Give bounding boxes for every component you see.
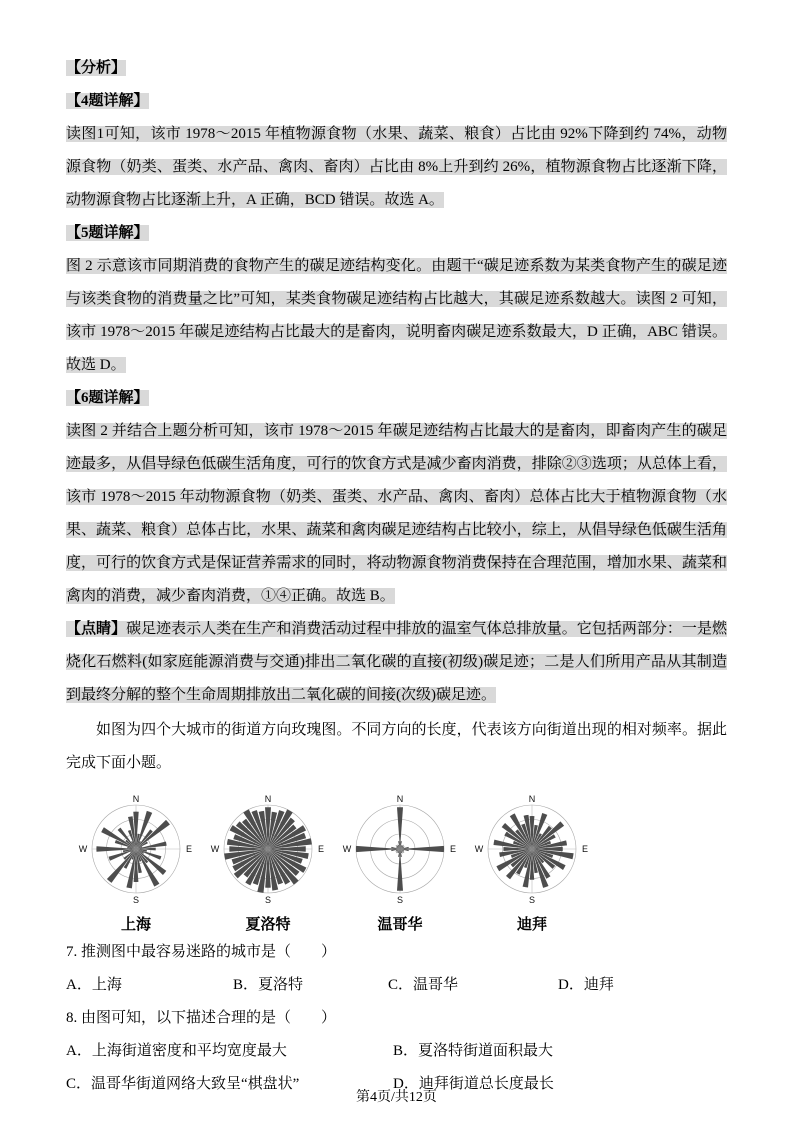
question-8-stem: 8. 由图可知，以下描述合理的是（ ）: [66, 1010, 337, 1026]
rose-dubai: [466, 794, 598, 934]
passage-intro: 如图为四个大城市的街道方向玫瑰图。不同方向的长度，代表该方向街道出现的相对频率。据此完成下面小题。: [66, 722, 727, 771]
svg-text:E: E: [449, 844, 457, 854]
svg-text:S: S: [528, 895, 536, 905]
q8-option-b: B．夏洛特街道面积最大: [393, 1043, 554, 1059]
svg-text:E: E: [185, 844, 193, 854]
svg-text:E: E: [317, 844, 325, 854]
question-7-options: [66, 969, 727, 1002]
q8-option-d: D．迪拜街道总长度最长: [393, 1076, 554, 1092]
q5-explain-body: 图 2 示意该市同期消费的食物产生的碳足迹结构变化。由题干“碳足迹系数为某类食物产生的碳足迹与该类食物的消费量之比”可知，某类食物碳足迹结构占比越大，其碳足迹系数越大。读图 2 可知，该市 1978～2015 年碳足迹结构占比最大的是畜肉，说明畜肉碳足迹系数最大，D 正确，ABC 错误。故选 D。: [66, 258, 727, 373]
analysis-header: [66, 52, 727, 85]
rose-figure: [70, 794, 727, 934]
question-7-stem: 7. 推测图中最容易迷路的城市是（ ）: [66, 944, 337, 960]
svg-text:N: N: [528, 794, 536, 804]
svg-text:W: W: [342, 844, 352, 854]
rose-chart-shanghai: [74, 794, 198, 911]
dianjing-paragraph: [66, 613, 727, 712]
svg-text:W: W: [78, 844, 88, 854]
rose-chart-dubai: [470, 794, 594, 911]
q6-explain-header: 【6题详解】: [66, 390, 149, 406]
rose-charlotte: [202, 794, 334, 934]
rose-label-vancouver: 温哥华: [377, 917, 423, 933]
question-8-options-row1: [66, 1035, 727, 1068]
dianjing-header: 【点睛】: [66, 621, 127, 637]
svg-text:N: N: [132, 794, 140, 804]
q7-option-d: D．迪拜: [558, 977, 614, 993]
rose-label-charlotte: 夏洛特: [245, 917, 291, 933]
dianjing-body: 碳足迹表示人类在生产和消费活动过程中排放的温室气体总排放量。它包括两部分：一是燃烧化石燃料(如家庭能源消费与交通)排出二氧化碳的直接(初级)碳足迹；二是人们所用产品从其制造到最终分解的整个生命周期排放出二氧化碳的间接(次级)碳足迹。: [66, 621, 727, 703]
svg-text:S: S: [132, 895, 140, 905]
q7-option-b: B．夏洛特: [233, 977, 304, 993]
rose-shanghai: [70, 794, 202, 934]
q5-explain-header: 【5题详解】: [66, 225, 149, 241]
page-number-footer: 第4页/共12页: [356, 1090, 437, 1105]
rose-label-dubai: 迪拜: [516, 917, 547, 933]
rose-chart-charlotte: [206, 794, 330, 911]
svg-text:E: E: [581, 844, 589, 854]
svg-text:N: N: [396, 794, 404, 804]
q7-option-a: A．上海: [66, 977, 122, 993]
q7-option-c: C．温哥华: [388, 977, 459, 993]
q8-option-a: A．上海街道密度和平均宽度最大: [66, 1043, 287, 1059]
rose-label-shanghai: 上海: [120, 917, 151, 933]
svg-text:S: S: [396, 895, 404, 905]
svg-text:W: W: [474, 844, 484, 854]
svg-text:W: W: [210, 844, 220, 854]
svg-text:S: S: [264, 895, 272, 905]
q6-explain-body: 读图 2 并结合上题分析可知，该市 1978～2015 年碳足迹结构占比最大的是畜肉，即畜肉产生的碳足迹最多，从倡导绿色低碳生活角度，可行的饮食方式是减少畜肉消费，排除②③选项；从总体上看，该市 1978～2015 年动物源食物（奶类、蛋类、水产品、禽肉、畜肉）总体占比大于植物源食物（水果、蔬菜、粮食）总体占比，水果、蔬菜和禽肉碳足迹结构占比较小，综上，从倡导绿色低碳生活角度，可行的饮食方式是保证营养需求的同时，将动物源食物消费保持在合理范围，增加水果、蔬菜和禽肉的消费，减少畜肉消费，①④正确。故选 B。: [66, 423, 727, 604]
q4-explain-body: 读图1可知，该市 1978～2015 年植物源食物（水果、蔬菜、粮食）占比由 92%下降到约 74%，动物源食物（奶类、蛋类、水产品、禽肉、畜肉）占比由 8%上升到约 26%，植物源食物占比逐渐下降，动物源食物占比逐渐上升，A 正确，BCD 错误。故选 A。: [66, 126, 727, 208]
rose-chart-vancouver: [338, 794, 462, 911]
svg-text:N: N: [264, 794, 272, 804]
q4-explain-header: 【4题详解】: [66, 93, 149, 109]
analysis-header-text: 【分析】: [66, 60, 127, 76]
q8-option-c: C．温哥华街道网络大致呈“棋盘状”: [66, 1076, 300, 1092]
rose-vancouver: [334, 794, 466, 934]
